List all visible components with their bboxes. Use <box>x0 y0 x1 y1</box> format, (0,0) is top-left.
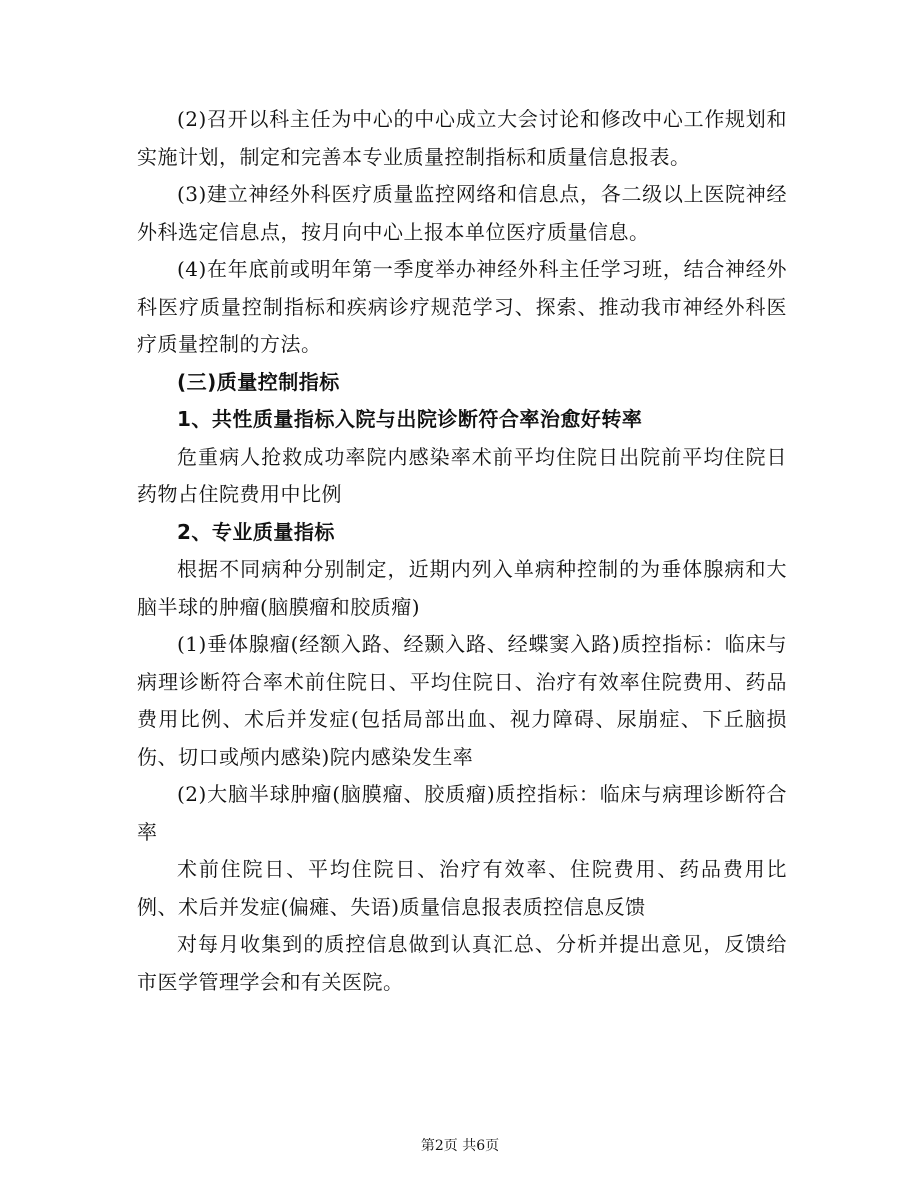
paragraph-report-feedback: 术前住院日、平均住院日、治疗有效率、住院费用、药品费用比例、术后并发症(偏瘫、失语)质量信息报表质控信息反馈 <box>137 857 787 919</box>
paragraph-pituitary-indicators: (1)垂体腺瘤(经额入路、经颞入路、经蝶窦入路)质控指标：临床与病理诊断符合率术前住院日、平均住院日、治疗有效率住院费用、药品费用比例、术后并发症(包括局部出血、视力障碍、尿崩症、下丘脑损伤、切口或颅内感染)院内感染发生率 <box>137 632 787 769</box>
paragraph-item-2: (2)召开以科主任为中心的中心成立大会讨论和修改中心工作规划和实施计划，制定和完善本专业质量控制指标和质量信息报表。 <box>137 107 787 169</box>
paragraph-professional-intro: 根据不同病种分别制定，近期内列入单病种控制的为垂体腺病和大脑半球的肿瘤(脑膜瘤和胶质瘤) <box>137 557 787 619</box>
subheading-common-indicators: 1、共性质量指标入院与出院诊断符合率治愈好转率 <box>177 407 643 431</box>
section-heading-quality-indicators: (三)质量控制指标 <box>177 369 340 394</box>
page-number: 第2页 共6页 <box>420 1138 500 1154</box>
paragraph-monthly-feedback: 对每月收集到的质控信息做到认真汇总、分析并提出意见，反馈给市医学管理学会和有关医院。 <box>137 932 787 994</box>
document-body <box>137 101 787 1001</box>
paragraph-item-4: (4)在年底前或明年第一季度举办神经外科主任学习班，结合神经外科医疗质量控制指标和疾病诊疗规范学习、探索、推动我市神经外科医疗质量控制的方法。 <box>137 257 787 356</box>
paragraph-hemisphere-indicators: (2)大脑半球肿瘤(脑膜瘤、胶质瘤)质控指标：临床与病理诊断符合率 <box>137 782 787 844</box>
paragraph-common-indicators: 危重病人抢救成功率院内感染率术前平均住院日出院前平均住院日药物占住院费用中比例 <box>137 444 787 506</box>
paragraph-item-3: (3)建立神经外科医疗质量监控网络和信息点，各二级以上医院神经外科选定信息点，按月向中心上报本单位医疗质量信息。 <box>137 182 787 244</box>
subheading-professional-indicators: 2、专业质量指标 <box>177 519 335 544</box>
